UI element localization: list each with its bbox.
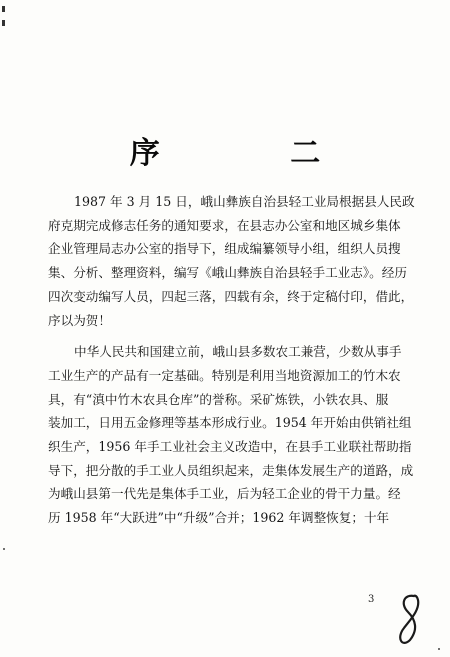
scan-speck — [3, 548, 5, 550]
text-line: 历 1958 年“大跃进”中“升级”合并；1962 年调整恢复；十年 — [48, 510, 390, 526]
text-line: 具，有“滇中竹木农具仓库”的誉称。采矿炼铁，小铁农具、服 — [48, 391, 389, 407]
text-line: 装加工，日用五金修理等基本形成行业。1954 年开始由供销社组 — [48, 415, 412, 431]
text-line: 集、分析、整理资料，编写《峨山彝族自治县轻手工业志》。经历 — [48, 265, 407, 281]
paragraph-2 — [48, 340, 418, 530]
text-line: 四次变动编写人员，四起三落，四载有余，终于定稿付印，借此， — [48, 288, 414, 304]
text-line: 为峨山县第一代先是集体手工业，后为轻工企业的骨干力量。经 — [48, 486, 401, 502]
handwritten-page-mark — [390, 590, 430, 650]
scan-edge-mark — [2, 6, 5, 12]
text-line: 府克期完成修志任务的通知要求，在县志办公室和地区城乡集体 — [48, 217, 401, 233]
page-number: 3 — [368, 594, 375, 605]
text-line: 企业管理局志办公室的指导下，组成编纂领导小组，组织人员搜 — [48, 241, 401, 257]
scan-speck — [438, 648, 440, 650]
scan-edge-mark — [2, 20, 5, 26]
text-line: 1987 年 3 月 15 日，峨山彝族自治县轻工业局根据县人民政 — [74, 194, 415, 209]
paragraph-1 — [48, 190, 418, 332]
text-line: 导下，把分散的手工业人员组织起来，走集体发展生产的道路，成 — [48, 462, 414, 478]
text-line: 中华人民共和国建立前，峨山县多数农工兼营，少数从事手 — [74, 344, 402, 360]
body-text — [48, 190, 418, 538]
text-line: 织生产，1956 年手工业社会主义改造中，在县手工业联社帮助指 — [48, 439, 412, 455]
page-title: 序 二 — [129, 136, 381, 171]
text-line: 序以为贺！ — [48, 312, 111, 328]
text-line: 工业生产的产品有一定基础。特别是利用当地资源加工的竹木农 — [48, 367, 401, 383]
